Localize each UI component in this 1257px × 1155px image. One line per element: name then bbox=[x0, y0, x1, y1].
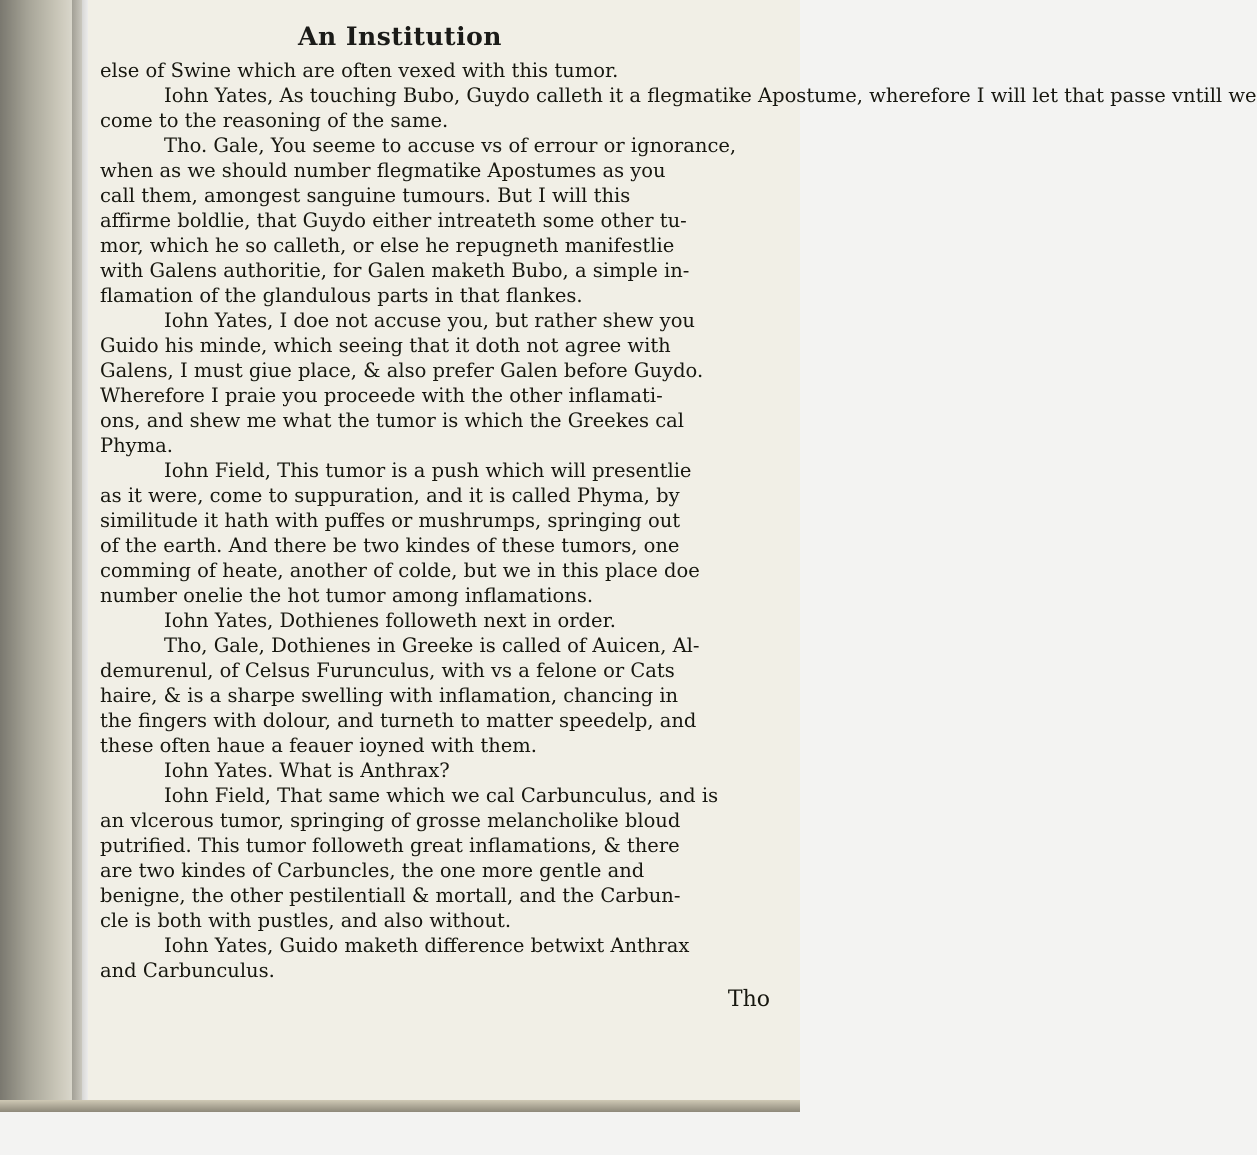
text-line: putrified. This tumor followeth great inflamations, & there bbox=[100, 834, 680, 857]
text-line: ons, and shew me what the tumor is which the Greekes cal bbox=[100, 409, 685, 432]
text-line: demurenul, of Celsus Furunculus, with vs a felone or Cats bbox=[100, 659, 675, 682]
text-line: of the earth. And there be two kindes of these tumors, one bbox=[100, 534, 680, 557]
text-line: Tho. Gale, You seeme to accuse vs of errour or ignorance, bbox=[164, 134, 737, 157]
text-line: the fingers with dolour, and turneth to matter speedelp, and bbox=[100, 709, 697, 732]
page-bottom-edge bbox=[0, 1100, 800, 1112]
text-line: an vlcerous tumor, springing of grosse melancholike bloud bbox=[100, 809, 681, 832]
text-line: Iohn Yates, I doe not accuse you, but rather shew you bbox=[164, 309, 695, 332]
text-line: Iohn Yates, As touching Bubo, Guydo calleth it a flegmatike Apostume, wherefore I will let that passe vntill we bbox=[164, 84, 1257, 107]
text-line: these often haue a feauer ioyned with them. bbox=[100, 734, 537, 757]
text-line: Galens, I must giue place, & also prefer Galen before Guydo. bbox=[100, 359, 704, 382]
text-line: Tho, Gale, Dothienes in Greeke is called of Auicen, Al- bbox=[164, 634, 700, 657]
text-line: haire, & is a sharpe swelling with inflamation, chancing in bbox=[100, 684, 679, 707]
text-line: Phyma. bbox=[100, 434, 174, 457]
catchword: Tho bbox=[727, 987, 770, 1012]
text-line: mor, which he so calleth, or else he repugneth manifestlie bbox=[100, 234, 675, 257]
text-line: when as we should number flegmatike Apostumes as you bbox=[100, 159, 666, 182]
text-line: Iohn Yates, Guido maketh difference betwixt Anthrax bbox=[164, 934, 690, 957]
page-body bbox=[100, 58, 1257, 1012]
running-header: An Institution bbox=[298, 22, 502, 51]
text-line: come to the reasoning of the same. bbox=[100, 109, 449, 132]
text-line: with Galens authoritie, for Galen maketh Bubo, a simple in- bbox=[100, 259, 690, 282]
text-line: similitude it hath with puffes or mushrumps, springing out bbox=[100, 509, 681, 532]
text-line: and Carbunculus. bbox=[100, 959, 275, 982]
text-line: Wherefore I praie you proceede with the other inflamati- bbox=[100, 384, 663, 407]
text-line: cle is both with pustles, and also without. bbox=[100, 909, 512, 932]
text-line: call them, amongest sanguine tumours. But I will this bbox=[100, 184, 631, 207]
text-line: else of Swine which are often vexed with this tumor. bbox=[100, 59, 619, 82]
text-line: flamation of the glandulous parts in that flankes. bbox=[100, 284, 583, 307]
text-line: as it were, come to suppuration, and it is called Phyma, by bbox=[100, 484, 680, 507]
text-line: are two kindes of Carbuncles, the one more gentle and bbox=[100, 859, 645, 882]
text-line: comming of heate, another of colde, but we in this place doe bbox=[100, 559, 700, 582]
text-line: Iohn Field, This tumor is a push which will presentlie bbox=[164, 459, 692, 482]
text-line: benigne, the other pestilentiall & mortall, and the Carbun- bbox=[100, 884, 681, 907]
text-line: number onelie the hot tumor among inflamations. bbox=[100, 584, 594, 607]
text-line: affirme boldlie, that Guydo either intreateth some other tu- bbox=[100, 209, 687, 232]
text-line: Iohn Field, That same which we cal Carbunculus, and is bbox=[164, 784, 719, 807]
book-gutter bbox=[0, 0, 82, 1110]
text-line: Iohn Yates. What is Anthrax? bbox=[164, 759, 450, 782]
text-line: Iohn Yates, Dothienes followeth next in order. bbox=[164, 609, 616, 632]
text-line: Guido his minde, which seeing that it doth not agree with bbox=[100, 334, 671, 357]
